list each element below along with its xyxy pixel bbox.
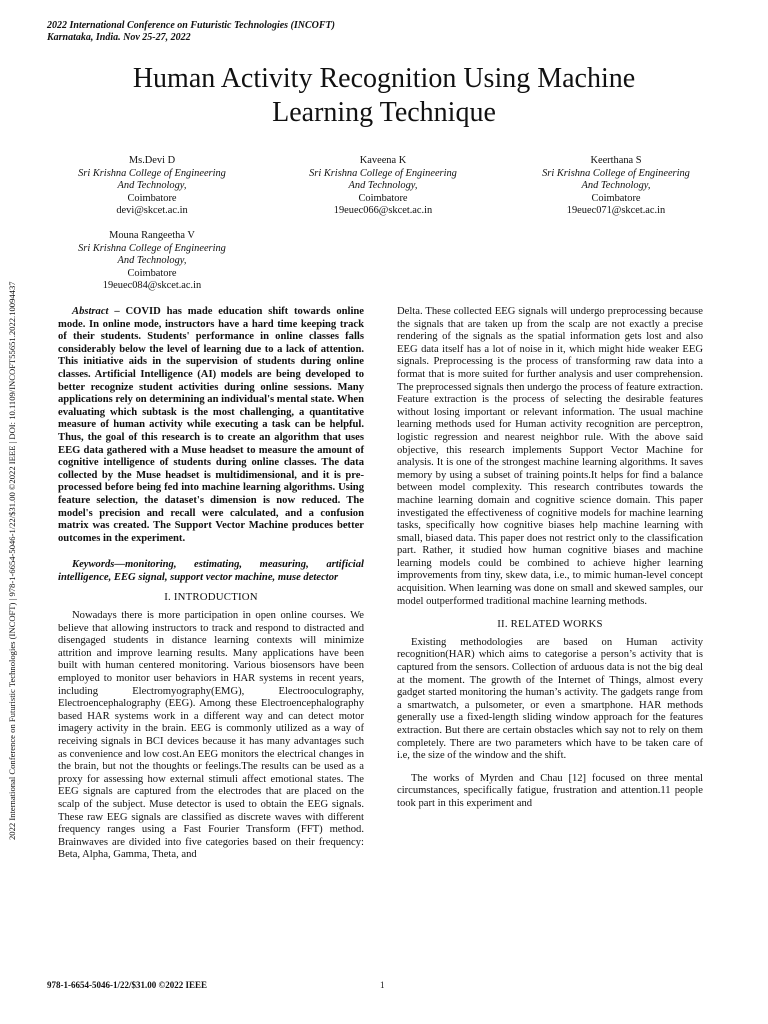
conference-header: [47, 20, 335, 44]
author-city: Coimbatore: [127, 267, 177, 279]
right-column: [397, 306, 703, 811]
abstract-dash: –: [108, 306, 126, 317]
doi-sidebar: 2022 International Conference on Futuristic Technologies (INCOFT) | 978-1-6654-5046-1/22/$31.00 ©2022 IEEE | DOI: 10.1109/INCOFT55651.2022.10094437: [7, 281, 17, 840]
keywords: Keywords—monitoring, estimating, measuring, artificial intelligence, EEG signal, support vector machine, muse detector: [58, 559, 364, 583]
author-affiliation: Sri Krishna College of Engineering: [78, 242, 226, 254]
page-number: 1: [380, 980, 385, 990]
author-block-1: [52, 155, 252, 218]
footer-isbn: 978-1-6654-5046-1/22/$31.00 ©2022 IEEE: [47, 980, 207, 990]
author-city: Coimbatore: [591, 192, 641, 204]
author-affiliation-2: And Technology,: [348, 180, 418, 192]
author-block-3: [516, 155, 716, 218]
author-affiliation: Sri Krishna College of Engineering: [78, 167, 226, 179]
author-affiliation-2: And Technology,: [117, 255, 187, 267]
section-heading-related-works: II. RELATED WORKS: [497, 618, 603, 631]
author-affiliation: Sri Krishna College of Engineering: [542, 167, 690, 179]
section-heading-introduction: I. INTRODUCTION: [164, 591, 258, 604]
conference-location: Karnataka, India. Nov 25-27, 2022: [47, 32, 191, 43]
author-email: devi@skcet.ac.in: [116, 205, 188, 217]
author-email: 19euec066@skcet.ac.in: [333, 205, 433, 217]
introduction-continued-paragraph: Delta. These collected EEG signals will undergo preprocessing because the signals that are taken up from the scalp are not exactly a precise rendering of the signals as the spatial information gets lost and also EEG data itself has a lot of noise in it, which might hide weaker EEG signals. Preprocessing is the process of transforming raw data into a format that is more suited for further analysis and user comprehension. The preprocessed signals then undergo the process of feature extraction. Feature extraction is the process of selecting the desirable features without losing important or relevant information. The usual machine learning methods used for Human activity recognition are perceptron, logistic regression and nearest neighbor rule. With the above said objective, this research implements Support Vector Machine for analysis. It is one of the strongest machine learning algorithms. It saves memory by using a subset of training points.It helps for find a balance between model complexity. This research contributes towards the machine learning domain and cognitive science domain. This paper investigated the effectiveness of cognitive models for machine learning tasks, specifically how cognitive biases help machine learning with small, biased data. This paper does not restrict only to the classification part. Rather, it studied how human cognitive biases and machine learning models could be combined to achieve higher learning improvements from tiny, skew data, i.e., to mimic human-level concept acquisition. When learning was done on small and skewed samples, our model outperformed traditional machine learning methods.: [397, 306, 703, 607]
related-works-paragraph-2: The works of Myrden and Chau [12] focused on three mental circumstances, specifically fatigue, frustration and attention.11 people took part in this experiment and: [397, 772, 703, 809]
author-name: Ms.Devi D: [128, 155, 176, 166]
author-city: Coimbatore: [358, 192, 408, 204]
author-name: Keerthana S: [590, 155, 642, 166]
abstract-label: Abstract: [72, 306, 109, 317]
conference-name: 2022 International Conference on Futuristic Technologies (INCOFT): [47, 20, 335, 31]
author-city: Coimbatore: [127, 192, 177, 204]
introduction-paragraph: Nowadays there is more participation in open online courses. We believe that allowing instructors to track and respond to distracted and disengaged students in distance learning contexts will minimize attrition and improve learning results. Many applications have been built with human centered monitoring. Various biosensors have been employed to monitor user behaviors in HAR systems in recent years, including Electromyography(EMG), Electrooculography, Electroencephalography (EEG). Among these Electroencephalography based HAR systems work in a different way and can detect motor imagery activity in the brain. EEG is commonly utilized as a way of receiving signals in BCI devices because it has many advantages such as convenience and low cost.An EEG monitors the electrical changes in the brain, but not the thoughts or feelings.The results can be used as a proxy for assessing how external stimuli affect emotional states. The EEG signals are captured from the electrodes that are placed on the scalp of the subject. Muse detector is used to obtain the EEG signals. These raw EEG signals are classified as discrete waves with different frequency ranges using a Fast Fourier Transform (FFT) method. Brainwaves are divided into five categories based on their frequency: Beta, Alpha, Gamma, Theta, and: [58, 610, 364, 861]
paper-title: [60, 62, 708, 130]
author-affiliation-2: And Technology,: [117, 180, 187, 192]
left-column: [58, 306, 364, 862]
author-email: 19euec084@skcet.ac.in: [102, 280, 202, 292]
author-name: Kaveena K: [359, 155, 407, 166]
author-email: 19euec071@skcet.ac.in: [566, 205, 666, 217]
author-name: Mouna Rangeetha V: [109, 230, 195, 241]
title-line-1: Human Activity Recognition Using Machine: [132, 63, 636, 94]
author-block-4: [52, 230, 252, 293]
author-block-2: [283, 155, 483, 218]
author-affiliation: Sri Krishna College of Engineering: [309, 167, 457, 179]
title-line-2: Learning Technique: [272, 97, 496, 128]
author-affiliation-2: And Technology,: [581, 180, 651, 192]
abstract: [58, 306, 364, 545]
related-works-paragraph-1: Existing methodologies are based on Human activity recognition(HAR) which aims to categorise a person’s activity that is captured from the sensors. Collection of arduous data is not the big deal at the moment. The growth of the Internet of Things, almost every gadget started monitoring the human’s activity. The gadgets range from a smartwatch, a pulsometer, or even a smartphone. HAR methods generally use a fixed-length sliding window approach for the features extraction. But there are certain obstacles which say not to rely on them completely. There are two parameters which have to be taken care of i.e, the size of the window and the shift.: [397, 636, 703, 762]
abstract-text: COVID has made education shift towards online mode. In online mode, instructors have a hard time keeping track of their students. Students' performance in online classes falls considerably below the level of learning due to a lack of attention. This initiative aids in the supervision of students during online classes. Artificial Intelligence (AI) models are being developed to better recognize student activities during online sessions. Many applications rely on determining an individual's mental state. When evaluating which subtask is the most challenging, a quantitative measure of human activity while executing a task can be helpful. Thus, the goal of this research is to create an algorithm that uses EEG data gathered with a Muse headset to measure the amount of cognitive intelligence of students during online classes. The data collected by the Muse headset is multidimensional, and it is pre-processed before being fed into machine learning algorithms. Using feature selection, the dataset's dimension is now reduced. The model's precision and recall were calculated, and a confusion matrix was created. The Support Vector Machine produces better outcomes in the experiment.: [58, 306, 365, 544]
